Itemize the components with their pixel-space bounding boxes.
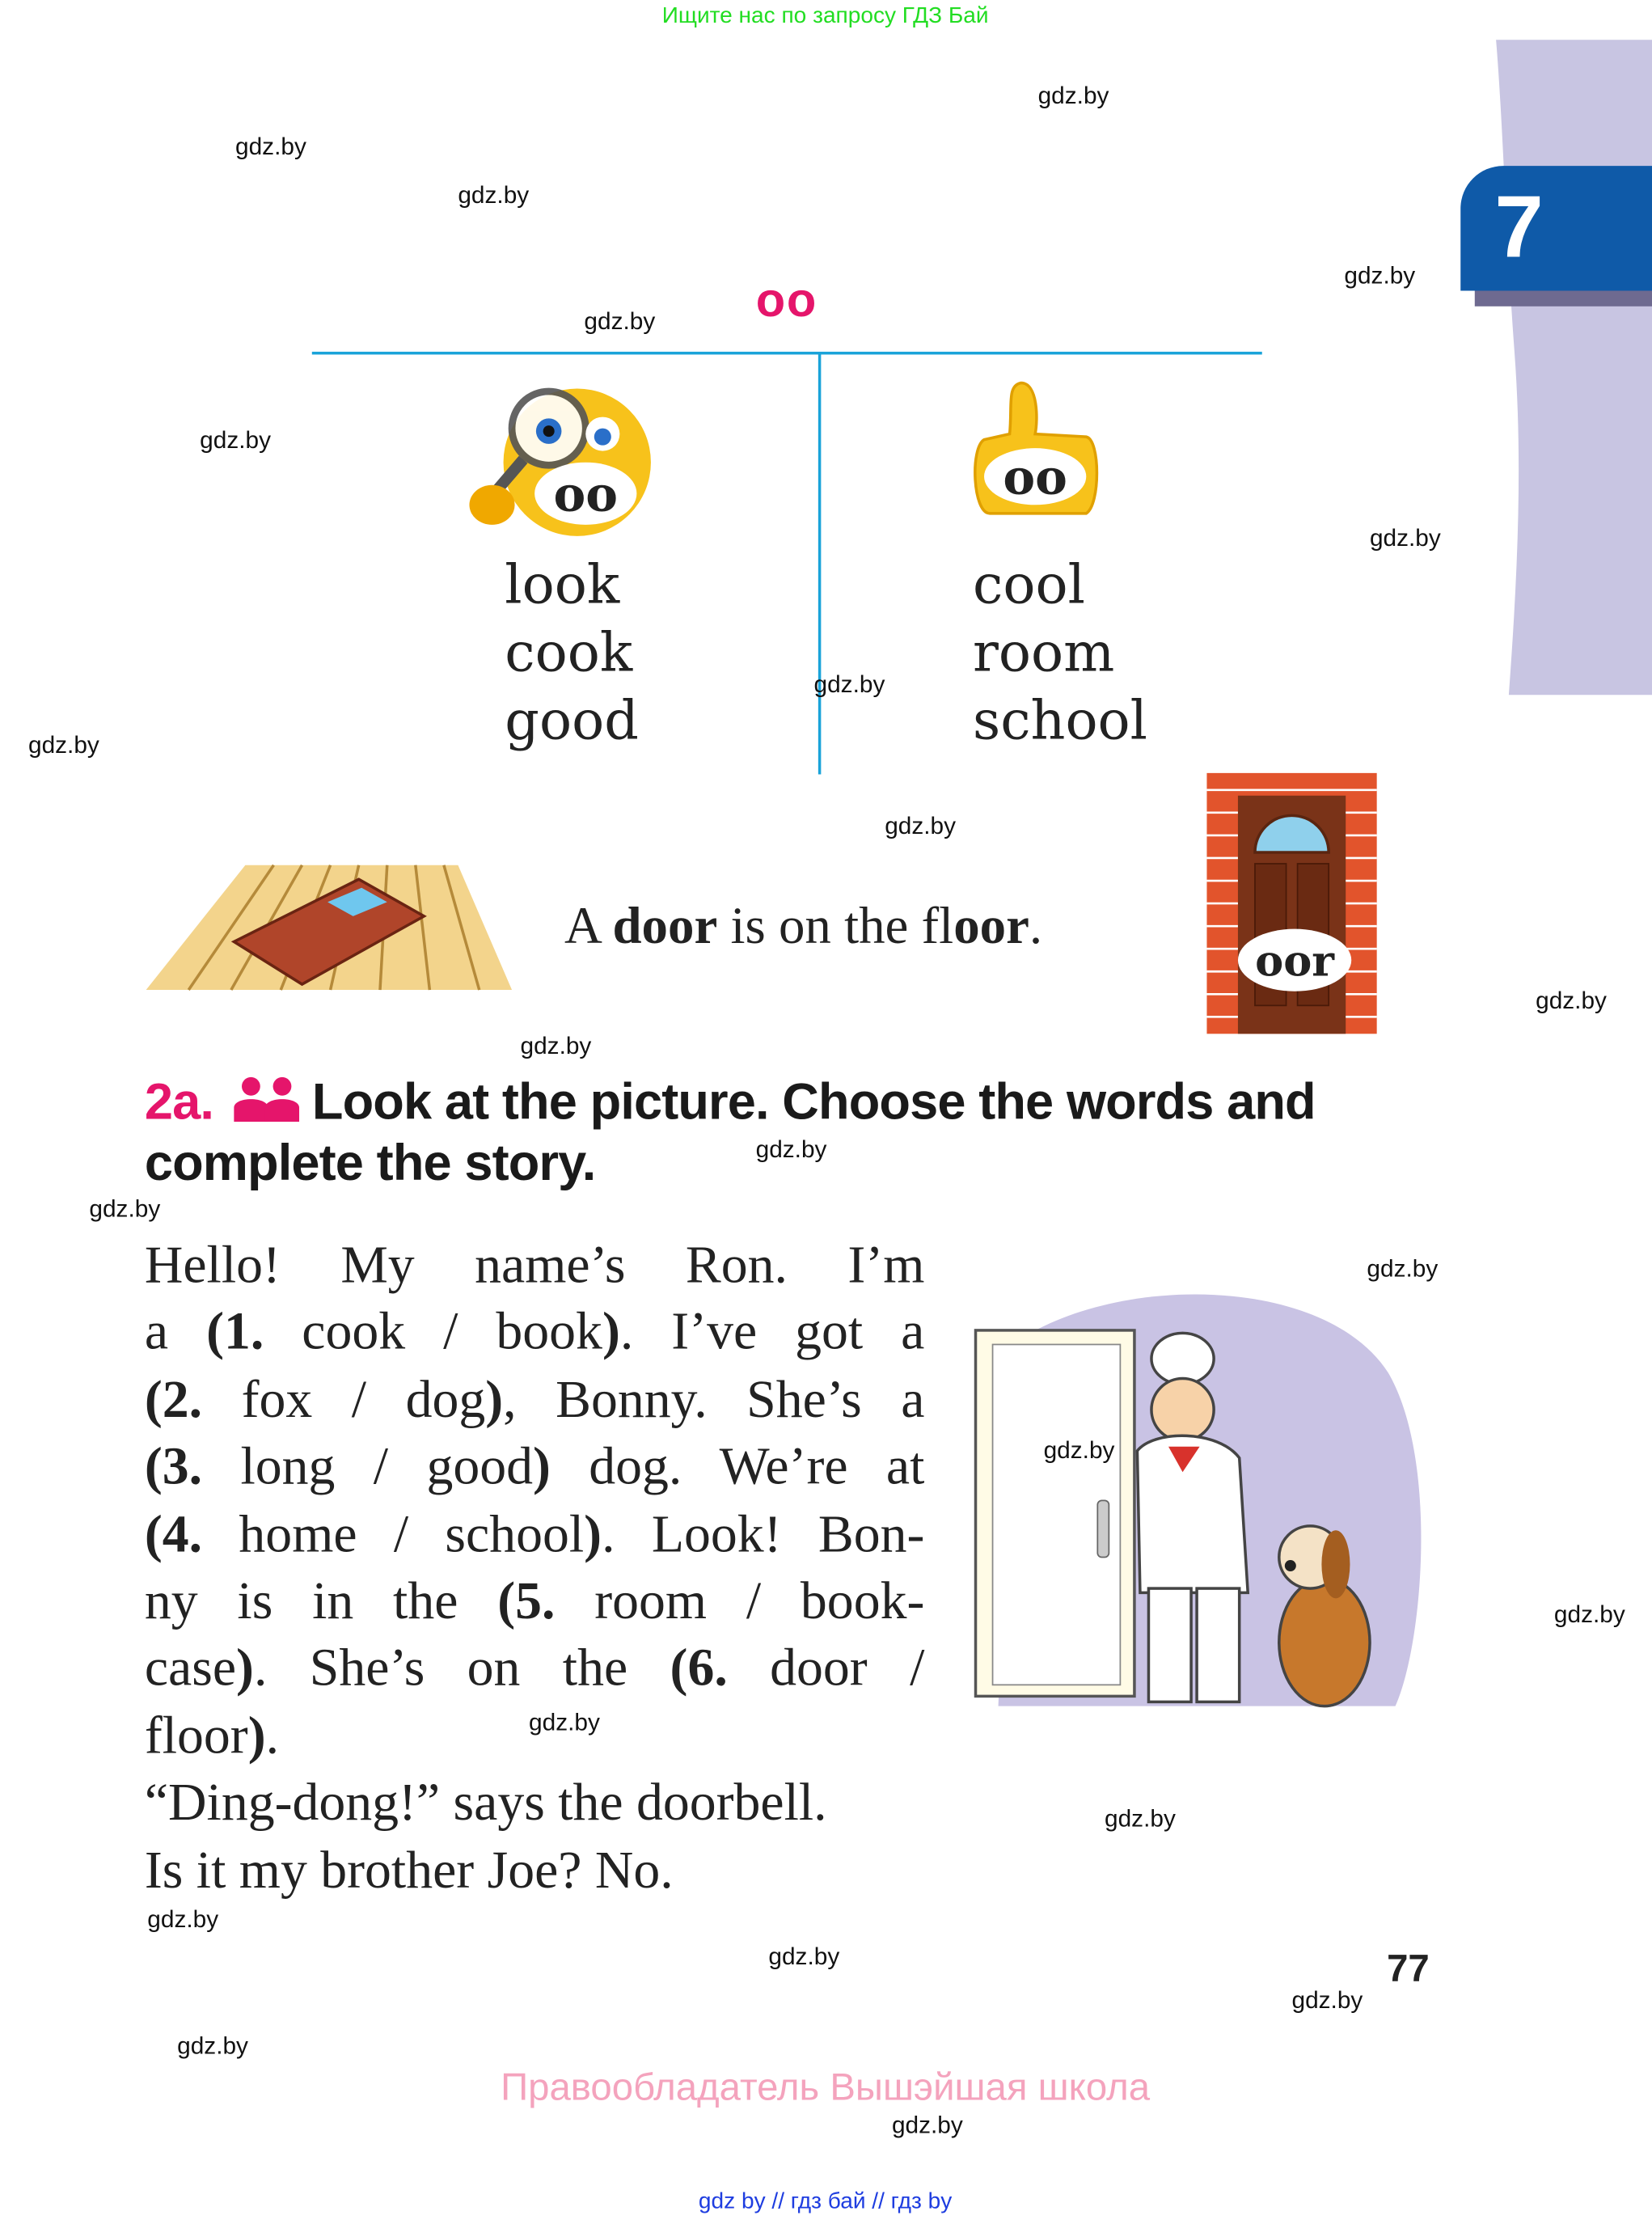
instruction-line-1: Look at the picture. Choose the words and — [311, 1072, 1316, 1131]
story-line — [145, 1837, 925, 1905]
chef-and-dog-illustration — [970, 1287, 1423, 1727]
watermark: gdz.by — [1553, 1600, 1625, 1629]
top-search-note[interactable]: Ищите нас по запросу ГДЗ Бай — [661, 4, 989, 29]
text-segment: ny is in the — [144, 1572, 498, 1631]
word-good: good — [505, 689, 639, 752]
watermark: gdz.by — [885, 812, 957, 840]
text-segment: Hello! My name’s Ron. I’m — [144, 1237, 925, 1296]
side-band — [1475, 40, 1652, 699]
text-segment: (2. — [144, 1371, 203, 1430]
text-segment: (6. — [670, 1639, 728, 1698]
pair-work-icon — [233, 1076, 301, 1122]
text-segment: fox / dog — [202, 1371, 486, 1430]
text-segment: (1. — [206, 1304, 264, 1363]
text-segment: A — [564, 898, 613, 956]
door-on-floor-illustration — [146, 860, 512, 993]
word-cook: cook — [505, 621, 633, 684]
rights-holder: Правообладатель Вышэйшая школа — [501, 2065, 1151, 2108]
watermark: gdz.by — [813, 670, 885, 698]
text-segment: a — [144, 1304, 207, 1363]
watermark: gdz.by — [147, 1905, 219, 1934]
divider-vertical — [818, 353, 822, 775]
watermark: gdz.by — [200, 426, 272, 455]
text-segment: . Look! Bon- — [602, 1505, 925, 1564]
text-segment: . — [1029, 898, 1043, 956]
story-line — [145, 1233, 925, 1300]
text-segment: home / school — [202, 1505, 585, 1564]
text-segment: ) — [236, 1639, 254, 1698]
text-segment: door / — [727, 1639, 925, 1698]
text-segment: “Ding-dong!” says the doorbell. — [144, 1774, 827, 1833]
footer-links[interactable]: gdz by // гдз бай // гдз by — [698, 2189, 953, 2214]
text-segment: oor — [953, 898, 1029, 956]
door-sentence — [564, 896, 1042, 957]
watermark: gdz.by — [1105, 1805, 1176, 1833]
text-segment: cook / book — [264, 1304, 602, 1363]
watermark: gdz.by — [891, 2112, 963, 2139]
text-segment: ) — [485, 1371, 504, 1430]
text-segment: floor — [144, 1706, 248, 1765]
watermark: gdz.by — [755, 1135, 827, 1163]
left-icon-label: oo — [553, 466, 619, 523]
divider-horizontal — [312, 352, 1262, 355]
text-segment: dog. We’re at — [550, 1438, 925, 1497]
text-segment: ) — [247, 1706, 266, 1765]
story-line — [145, 1434, 925, 1501]
text-segment: ) — [602, 1304, 620, 1363]
watermark: gdz.by — [768, 1943, 840, 1970]
watermark: gdz.by — [1367, 1254, 1439, 1283]
watermark: gdz.by — [529, 1709, 600, 1736]
word-look: look — [505, 552, 620, 616]
text-segment: . She’s on the — [253, 1639, 670, 1698]
story-line — [145, 1300, 925, 1367]
watermark: gdz.by — [584, 307, 656, 335]
thumbs-up-icon — [964, 377, 1105, 527]
unit-tab: 7 — [1460, 166, 1652, 290]
door-label: oor — [1255, 937, 1335, 987]
right-icon-label: oo — [1003, 449, 1067, 506]
word-room: room — [973, 621, 1115, 684]
page-number: 77 — [1387, 1947, 1430, 1990]
text-segment: . — [265, 1706, 280, 1765]
watermark: gdz.by — [1369, 524, 1441, 552]
text-segment: is on the fl — [717, 898, 954, 956]
watermark: gdz.by — [1536, 987, 1607, 1014]
story-line — [145, 1501, 925, 1568]
story-line — [145, 1636, 925, 1703]
watermark: gdz.by — [1344, 262, 1416, 290]
story-line — [145, 1367, 925, 1434]
text-segment: room / book- — [555, 1572, 925, 1631]
story-text — [145, 1233, 925, 1905]
magnifier-smiley-icon — [461, 374, 660, 542]
watermark: gdz.by — [520, 1032, 592, 1059]
watermark: gdz.by — [458, 181, 530, 209]
text-segment: (4. — [144, 1505, 203, 1564]
text-segment: ) — [532, 1438, 551, 1497]
watermark: gdz.by — [89, 1195, 161, 1223]
watermark: gdz.by — [1037, 82, 1109, 110]
story-line — [145, 1770, 925, 1837]
exercise-number: 2a. — [144, 1072, 214, 1131]
text-segment: long / good — [202, 1438, 533, 1497]
watermark: gdz.by — [235, 133, 306, 161]
word-school: school — [973, 689, 1148, 752]
text-segment: (3. — [144, 1438, 203, 1497]
instruction-line-2: complete the story. — [144, 1133, 596, 1192]
watermark: gdz.by — [27, 731, 99, 759]
unit-tab-shadow — [1475, 290, 1652, 306]
watermark: gdz.by — [177, 2032, 248, 2060]
phonics-title: oo — [755, 273, 818, 328]
text-segment: case — [144, 1639, 237, 1698]
watermark: gdz.by — [1291, 1986, 1363, 2015]
text-segment: door — [612, 898, 718, 956]
text-segment: , Bonny. She’s a — [503, 1371, 925, 1430]
word-cool: cool — [973, 552, 1085, 616]
watermark: gdz.by — [1043, 1436, 1115, 1464]
text-segment: . I’ve got a — [619, 1304, 925, 1363]
story-line — [145, 1568, 925, 1635]
text-segment: Is it my brother Joe? No. — [144, 1841, 674, 1901]
text-segment: ) — [584, 1505, 602, 1564]
exercise-heading — [145, 1071, 1316, 1193]
door-illustration — [1206, 773, 1376, 1034]
text-segment: (5. — [497, 1572, 556, 1631]
